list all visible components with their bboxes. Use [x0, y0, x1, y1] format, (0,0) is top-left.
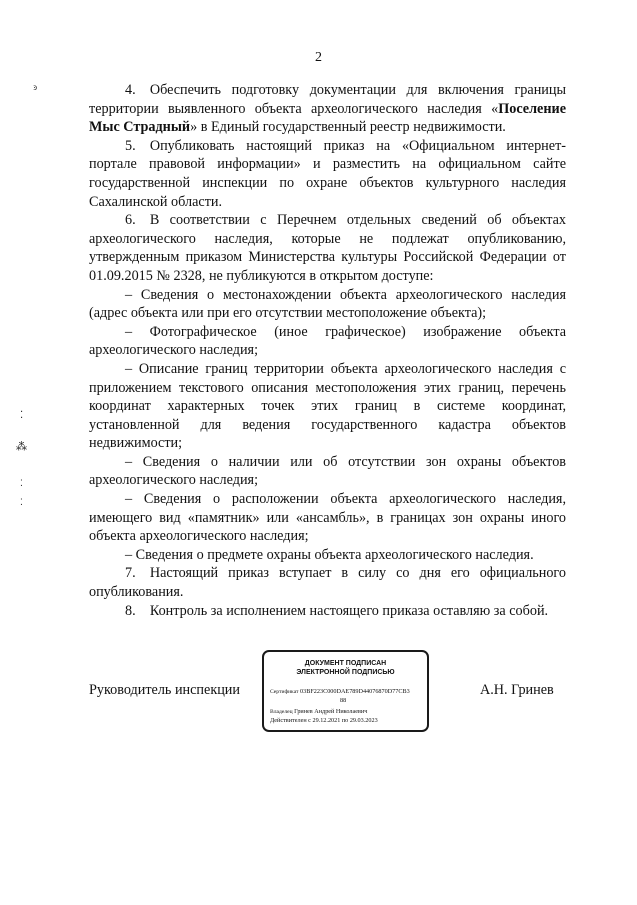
stamp-validity: Действителен с 29.12.2021 по 29.03.2023 — [270, 717, 378, 724]
paragraph-item-6: 6. В соответствии с Перечнем отдельных сведений об объектах археологического наследия, которые не подлежат опубликованию, утвержденным приказом Министерства культуры Российской Федерации от 01.09.2015 № 2328, не публикуются в открытом доступе: — [89, 212, 566, 284]
scan-speck: ⁚ — [20, 478, 23, 488]
list-item-protection-zones: – Сведения о наличии или об отсутствии зон охраны объектов археологического наследия; — [89, 453, 566, 489]
paragraph-4-text: 4. Обеспечить подготовку документации для включения границы территории выявленного объекта археологического наследия « — [89, 82, 566, 117]
stamp-owner-label: Владелец — [270, 709, 293, 715]
paragraph-4-tail: » в Единый государственный реестр недвижимости. — [190, 119, 506, 136]
stamp-cert-label: Сертификат — [270, 689, 299, 695]
stamp-owner-value: Гринев Андрей Николаевич — [294, 708, 368, 715]
list-item-monument-location: – Сведения о расположении объекта археологического наследия, имеющего вид «памятник» или «ансамбль», в границах зон охраны иного объекта археологического наследия; — [89, 491, 566, 545]
stamp-header — [264, 660, 427, 677]
page-number: 2 — [315, 50, 322, 65]
paragraph-item-4 — [89, 81, 566, 137]
paragraph-item-7: 7. Настоящий приказ вступает в силу со дня его официального опубликования. — [89, 565, 566, 601]
stamp-header-line-1: ДОКУМЕНТ ПОДПИСАН — [304, 660, 387, 667]
scan-speck: ⁂ — [16, 441, 27, 453]
stamp-cert-value-cont: 88 — [340, 697, 347, 704]
paragraph-item-5: 5. Опубликовать настоящий приказ на «Официальном интернет-портале правовой информации» и разместить на официальном сайте государственной инспекции по охране объектов культурного наследия Сахалинской области. — [89, 137, 566, 210]
list-item-protection-subject: – Сведения о предмете охраны объекта археологического наследия. — [125, 546, 534, 563]
scan-speck: ͽ — [33, 82, 37, 92]
electronic-signature-stamp — [262, 650, 429, 732]
paragraph-item-8: 8. Контроль за исполнением настоящего приказа оставляю за собой. — [125, 602, 549, 619]
scan-speck: ⁚ — [20, 497, 23, 507]
list-item-photo: – Фотографическое (иное графическое) изображение объекта археологического наследия; — [89, 323, 566, 359]
document-body — [89, 81, 566, 620]
scan-speck: ⁚ — [20, 410, 24, 421]
list-item-boundaries: – Описание границ территории объекта археологического наследия с приложением текстового описания местоположения этих границ, перечень координат характерных точек этих границ в системе координат, установленной для ведения государственного кадастра объектов недвижимости; — [89, 360, 566, 452]
signer-name: А.Н. Гринев — [480, 682, 554, 698]
stamp-owner — [270, 708, 367, 715]
settlement-name: Поселение Мыс Страдный — [89, 100, 566, 136]
stamp-cert-value: 03BF223C000DAE789D44076870D77CB3 — [300, 688, 410, 695]
signer-title: Руководитель инспекции — [89, 682, 240, 698]
stamp-certificate — [270, 688, 410, 695]
stamp-header-line-2: ЭЛЕКТРОННОЙ ПОДПИСЬЮ — [296, 668, 395, 676]
list-item-location: – Сведения о местонахождении объекта археологического наследия (адрес объекта или при его отсутствии местоположение объекта); — [89, 286, 566, 322]
